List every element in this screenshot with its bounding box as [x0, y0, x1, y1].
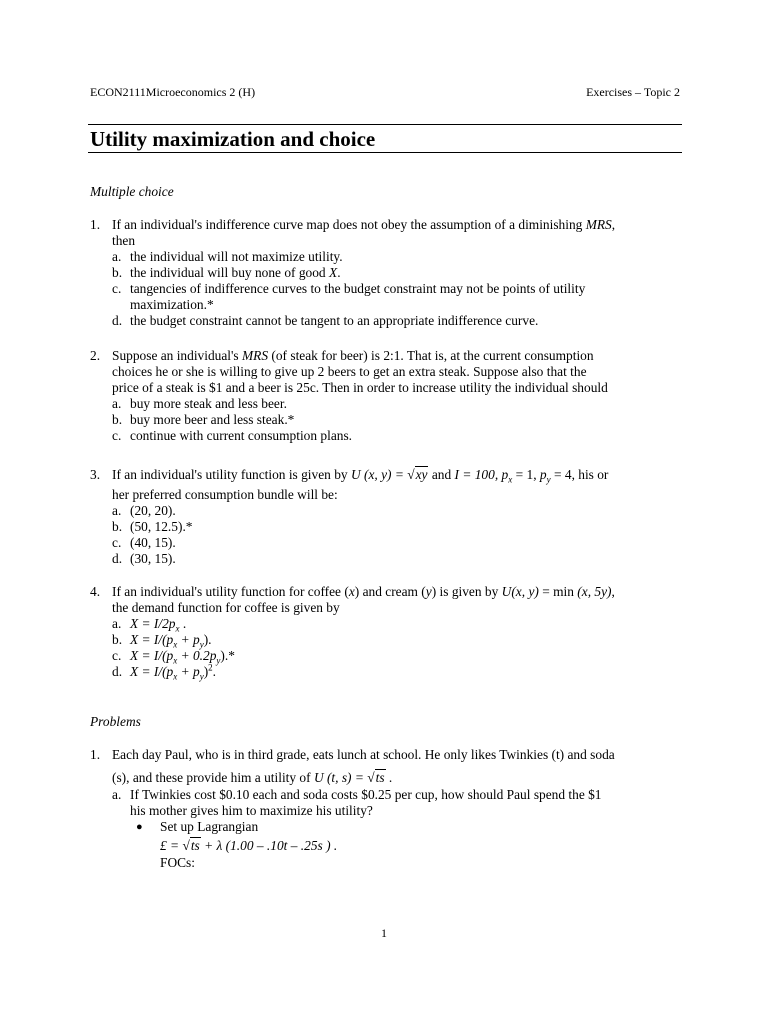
option-a: a. the individual will not maximize utility.	[112, 249, 343, 264]
question-2-stem: 2. Suppose an individual's MRS (of steak for beer) is 2:1. That is, at the current consumption	[90, 348, 594, 363]
question-number: 4.	[90, 584, 101, 599]
problem-1-stem: 1. Each day Paul, who is in third grade, eats lunch at school. He only likes Twinkies (t) and soda	[90, 747, 615, 762]
question-4-stem: 4. If an individual's utility function for coffee (x) and cream (y) is given by U(x, y) = min (x, 5y),	[90, 584, 615, 599]
problem-number: 1.	[90, 747, 101, 762]
option-d: d. (30, 15).	[112, 551, 176, 566]
option-b: b. buy more beer and less steak.*	[112, 412, 295, 427]
problem-1: 1. Each day Paul, who is in third grade, eats lunch at school. He only likes Twinkies (t) and soda (s), and these provide him a utility of U (t, s) = √ts . a. If Twinkies cost $0.10 each and soda costs $0.25 per cup, how should Paul spend the $1 his mother gives him to maximize his utility? ● Set up Lagrangian £ = √ts + λ (1.00 – .10t – .25s ) . FOCs:	[90, 747, 682, 871]
page-number: 1	[381, 926, 387, 940]
lagrangian-bullet: ● Set up Lagrangian	[136, 819, 259, 834]
option-a: a. buy more steak and less beer.	[112, 396, 287, 411]
option-c: c. $X = I/(p_x + 0.2p_y).*$	[112, 648, 235, 666]
problem-1-part-a: a. If Twinkies cost $0.10 each and soda costs $0.25 per cup, how should Paul spend the $1 his mother gives him to maximize his utility?	[112, 787, 602, 818]
question-2-options	[90, 396, 682, 444]
question-4: 4. If an individual's utility function for coffee (x) and cream (y) is given by U(x, y) = min (x, 5y), the demand function for coffee is given by a. $X = I/2p_x$ . b. $X = I/(p_x + p_y)$. c. $X = I/(p_x + 0.2p_y).*$ d. $X = I/(p_x + p_y)^2$.	[90, 584, 682, 680]
option-b: b. (50, 12.5).*	[112, 519, 193, 534]
option-c: c. continue with current consumption plans.	[112, 428, 353, 443]
question-number: 2.	[90, 348, 101, 363]
option-c: c. tangencies of indifference curves to the budget constraint may not be points of utility	[112, 281, 586, 296]
option-b: b. the individual will buy none of good X.	[112, 265, 341, 280]
question-3: 3. If an individual's utility function is given by U (x, y) = √xy and I = 100, $p_x = 1$, $p_y = 4$, his or her preferred consumption bundle will be: a. (20, 20). b. (50, 12.5).* c. (40, 15). d. (30, 15).	[90, 466, 682, 567]
option-d: d. $X = I/(p_x + p_y)^2$.	[112, 662, 217, 682]
section-multiple-choice: Multiple choice	[90, 184, 174, 199]
question-3-options	[90, 503, 682, 567]
question-3-stem: 3. If an individual's utility function is given by U (x, y) = √xy and I = 100, $p_x = 1$, $p_y = 4$, his or	[90, 467, 609, 485]
utility-function: U (t, s) = √ts	[313, 770, 385, 785]
page-title: Utility maximization and choice	[90, 127, 376, 151]
question-1-options	[90, 249, 682, 329]
option-c-continued: maximization.*	[130, 297, 214, 312]
question-1-stem: 1. If an individual's indifference curve map does not obey the assumption of a diminishing MRS,	[90, 217, 616, 232]
header-course: ECON2111Microeconomics 2 (H)	[90, 85, 256, 99]
focs-label: FOCs:	[160, 855, 195, 870]
option-a: a. $X = I/2p_x$ .	[112, 616, 187, 634]
bullet-icon: ●	[136, 821, 143, 833]
header-topic: Exercises – Topic 2	[586, 85, 680, 99]
utility-function: U (x, y) = √xy	[350, 467, 428, 482]
question-4-options	[90, 616, 682, 680]
title-rule-top	[88, 124, 682, 125]
title-rule-bottom	[88, 152, 682, 153]
option-b: b. $X = I/(p_x + p_y)$.	[112, 632, 212, 650]
option-a: a. (20, 20).	[112, 503, 176, 518]
lagrangian-expression: £ = √ts + λ (1.00 – .10t – .25s ) .	[160, 838, 338, 853]
question-number: 3.	[90, 467, 101, 482]
section-problems: Problems	[90, 714, 141, 729]
question-1: 1. If an individual's indifference curve map does not obey the assumption of a diminishing MRS, then a. the individual will not maximize utility. b. the individual will buy none of good X. c. tangencies of indifference curves to the budget constraint may not be points of utility maximization.* d. the budget constraint cannot be tangent to an appropriate indifference curve.	[90, 217, 682, 329]
question-number: 1.	[90, 217, 101, 232]
option-d: d. the budget constraint cannot be tangent to an appropriate indifference curve.	[112, 313, 539, 328]
question-2: 2. Suppose an individual's MRS (of steak for beer) is 2:1. That is, at the current consumption choices he or she is willing to give up 2 beers to get an extra steak. Suppose also that the price of a steak is $1 and a beer is 25c. Then in order to increase utility the individual should a. buy more steak and less beer. b. buy more beer and less steak.* c. continue with current consumption plans.	[90, 348, 682, 444]
option-c: c. (40, 15).	[112, 535, 176, 550]
